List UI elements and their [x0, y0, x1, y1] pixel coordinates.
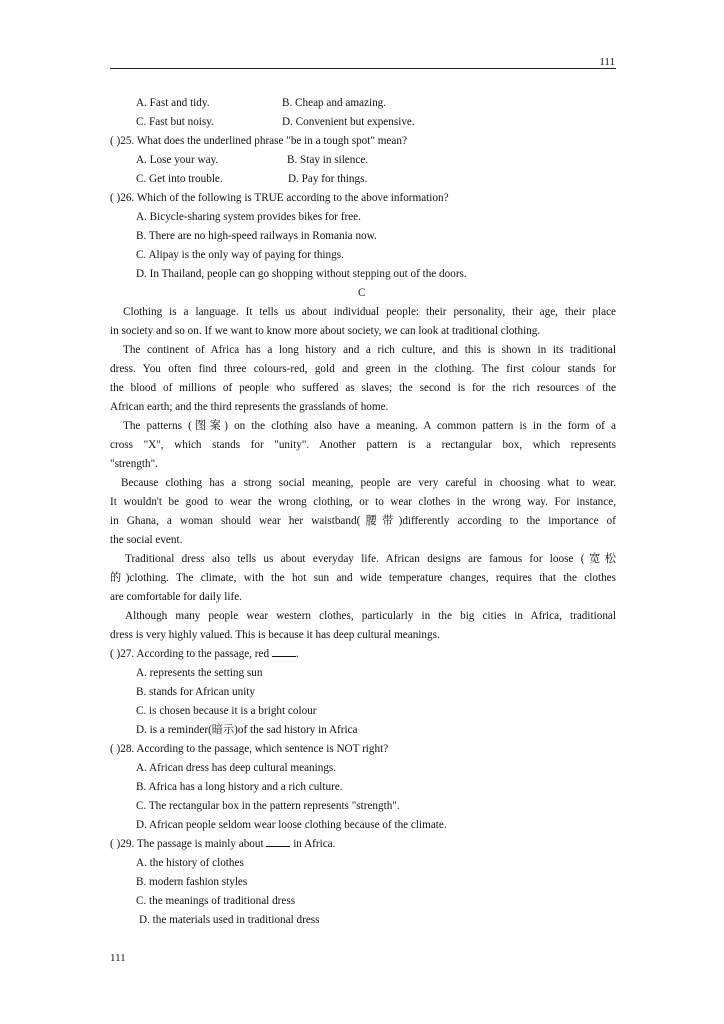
passage-line: are comfortable for daily life. [110, 591, 243, 603]
passage-line: It wouldn't be good to wear the wrong clothing, or to wear clothes in the wrong way. For instance, [110, 496, 616, 508]
q29-option-b: B. modern fashion styles [136, 876, 248, 888]
q29-stem [110, 835, 335, 854]
q28-stem: ( )28. According to the passage, which sentence is NOT right? [110, 743, 389, 755]
passage-line: Traditional dress also tells us about everyday life. African designs are famous for loose (宽松 [125, 553, 616, 565]
passage-line: dress is very highly valued. This is because it has deep cultural meanings. [110, 629, 440, 641]
passage-line: Although many people wear western clothes, particularly in the big cities in Africa, traditional [125, 610, 616, 622]
passage-paragraph-1 [110, 303, 616, 341]
passage-paragraph-6 [110, 607, 616, 645]
q28-option-d: D. African people seldom wear loose clothing because of the climate. [136, 819, 447, 831]
q24-option-c: C. Fast but noisy. [136, 116, 214, 128]
q26-option-a: A. Bicycle-sharing system provides bikes for free. [136, 211, 361, 223]
q25-option-c: C. Get into trouble. [136, 173, 223, 185]
passage-paragraph-5 [110, 550, 616, 607]
q26-option-c: C. Alipay is the only way of paying for things. [136, 249, 344, 261]
q27-stem [110, 645, 299, 664]
passage-line: in Ghana, a woman should wear her waistband(腰带)differently according to the importance of [110, 515, 616, 527]
q24-option-d: D. Convenient but expensive. [282, 116, 415, 128]
passage-line: 的)clothing. The climate, with the hot sun and wide temperature changes, requires that the clothes [110, 572, 616, 584]
passage-line: The patterns (图案) on the clothing also have a meaning. A common pattern is in the form of a [123, 420, 616, 432]
passage-line: Because clothing has a strong social meaning, people are very careful in choosing what to wear. [121, 477, 616, 489]
section-c-title: C [358, 287, 366, 299]
q25-stem: ( )25. What does the underlined phrase "be in a tough spot" mean? [110, 135, 407, 147]
q24-option-a: A. Fast and tidy. [136, 97, 210, 109]
q28-option-b: B. Africa has a long history and a rich culture. [136, 781, 343, 793]
q26-option-d: D. In Thailand, people can go shopping without stepping out of the doors. [136, 268, 467, 280]
q25-option-b: B. Stay in silence. [287, 154, 369, 166]
passage-line: the blood of millions of people who suffered as slaves; the second is for the rich resources of the [110, 382, 616, 394]
q27-option-c: C. is chosen because it is a bright colour [136, 705, 317, 717]
q29-stem-end: in Africa. [293, 838, 336, 850]
q27-option-b: B. stands for African unity [136, 686, 256, 698]
q25-option-a: A. Lose your way. [136, 154, 219, 166]
passage-line: "strength". [110, 458, 158, 470]
answer-blank [272, 648, 296, 657]
passage-line: African earth; and the third represents the grasslands of home. [110, 401, 389, 413]
q27-stem-text: ( )27. According to the passage, red [110, 648, 270, 660]
header-page-number: 111 [599, 56, 615, 68]
passage-line: Clothing is a language. It tells us about individual people: their personality, their age, their place [123, 306, 616, 318]
passage-line: The continent of Africa has a long history and a rich culture, and this is shown in its traditional [123, 344, 616, 356]
passage-paragraph-3 [110, 417, 616, 474]
passage-line: cross "X", which stands for "unity". Another pattern is a rectangular box, which represents [110, 439, 616, 451]
q24-option-b: B. Cheap and amazing. [282, 97, 387, 109]
q29-option-a: A. the history of clothes [136, 857, 244, 869]
q26-option-b: B. There are no high-speed railways in Romania now. [136, 230, 377, 242]
passage-paragraph-4 [110, 474, 616, 550]
q28-option-c: C. The rectangular box in the pattern represents "strength". [136, 800, 400, 812]
passage-line: dress. You often find three colours-red, gold and green in the clothing. The first colour stands for [110, 363, 616, 375]
q27-option-d: D. is a reminder(暗示)of the sad history in Africa [136, 724, 358, 736]
footer-page-number: 111 [110, 952, 126, 964]
q27-option-a: A. represents the setting sun [136, 667, 263, 679]
q26-stem: ( )26. Which of the following is TRUE according to the above information? [110, 192, 449, 204]
passage-line: in society and so on. If we want to know more about society, we can look at traditional clothing. [110, 325, 541, 337]
answer-blank [266, 838, 290, 847]
q28-option-a: A. African dress has deep cultural meanings. [136, 762, 337, 774]
header-rule [110, 68, 616, 69]
q25-option-d: D. Pay for things. [288, 173, 368, 185]
q29-option-c: C. the meanings of traditional dress [136, 895, 296, 907]
q27-stem-end: . [295, 648, 299, 660]
q29-option-d: D. the materials used in traditional dress [139, 914, 320, 926]
q29-stem-text: ( )29. The passage is mainly about [110, 838, 264, 850]
passage-paragraph-2 [110, 341, 616, 417]
passage-line: the social event. [110, 534, 183, 546]
